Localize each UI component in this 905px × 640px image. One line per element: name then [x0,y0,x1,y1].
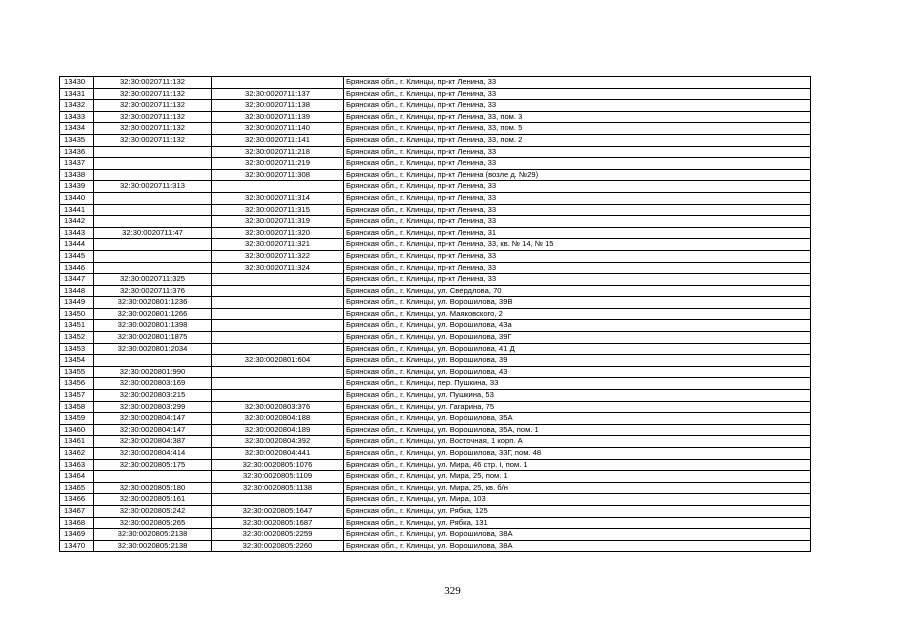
address-cell: Брянская обл., г. Клинцы, ул. Ворошилова, 43а [344,320,811,332]
row-number-cell: 13448 [60,285,94,297]
object-cadastral-number-cell: 32:30:0020711:219 [212,158,344,170]
object-cadastral-number-cell: 32:30:0020805:2259 [212,529,344,541]
address-cell: Брянская обл., г. Клинцы, ул. Ворошилова, 38А [344,529,811,541]
object-cadastral-number-cell: 32:30:0020711:321 [212,239,344,251]
object-cadastral-number-cell [212,378,344,390]
address-cell: Брянская обл., г. Клинцы, ул. Восточная, 1 корп. А [344,436,811,448]
object-cadastral-number-cell: 32:30:0020805:1687 [212,517,344,529]
object-cadastral-number-cell: 32:30:0020711:319 [212,216,344,228]
table-row [60,181,811,193]
address-cell: Брянская обл., г. Клинцы, пр-кт Ленина, 33, кв. № 14, № 15 [344,239,811,251]
object-cadastral-number-cell: 32:30:0020805:1109 [212,471,344,483]
table-row [60,77,811,89]
row-number-cell: 13437 [60,158,94,170]
cadastral-number-cell: 32:30:0020804:147 [94,413,212,425]
table-row [60,424,811,436]
cadastral-number-cell [94,158,212,170]
row-number-cell: 13440 [60,192,94,204]
object-cadastral-number-cell [212,77,344,89]
address-cell: Брянская обл., г. Клинцы, пр-кт Ленина, 33 [344,192,811,204]
cadastral-number-cell: 32:30:0020805:242 [94,505,212,517]
table-row [60,343,811,355]
cadastral-number-cell: 32:30:0020803:299 [94,401,212,413]
address-cell: Брянская обл., г. Клинцы, пер. Пушкина, 33 [344,378,811,390]
table-row [60,169,811,181]
row-number-cell: 13469 [60,529,94,541]
table-row [60,459,811,471]
row-number-cell: 13456 [60,378,94,390]
table-row [60,505,811,517]
object-cadastral-number-cell: 32:30:0020804:392 [212,436,344,448]
address-cell: Брянская обл., г. Клинцы, ул. Мира, 103 [344,494,811,506]
table-row [60,332,811,344]
address-cell: Брянская обл., г. Клинцы, пр-кт Ленина, 33 [344,216,811,228]
cadastral-number-cell: 32:30:0020804:147 [94,424,212,436]
table-row [60,297,811,309]
object-cadastral-number-cell [212,297,344,309]
registry-table-body [60,77,811,552]
table-row [60,320,811,332]
table-row [60,378,811,390]
table-row [60,158,811,170]
address-cell: Брянская обл., г. Клинцы, ул. Ворошилова, 35А [344,413,811,425]
table-row [60,216,811,228]
address-cell: Брянская обл., г. Клинцы, ул. Ворошилова, 38А [344,540,811,552]
row-number-cell: 13434 [60,123,94,135]
object-cadastral-number-cell: 32:30:0020805:1138 [212,482,344,494]
row-number-cell: 13430 [60,77,94,89]
row-number-cell: 13450 [60,308,94,320]
address-cell: Брянская обл., г. Клинцы, пр-кт Ленина, 33 [344,274,811,286]
cadastral-number-cell: 32:30:0020711:132 [94,111,212,123]
cadastral-number-cell [94,262,212,274]
object-cadastral-number-cell [212,285,344,297]
object-cadastral-number-cell: 32:30:0020711:315 [212,204,344,216]
cadastral-number-cell: 32:30:0020711:325 [94,274,212,286]
address-cell: Брянская обл., г. Клинцы, ул. Мира, 46 стр. I, пом. 1 [344,459,811,471]
cadastral-number-cell [94,250,212,262]
object-cadastral-number-cell: 32:30:0020804:189 [212,424,344,436]
table-row [60,436,811,448]
table-row [60,227,811,239]
object-cadastral-number-cell: 32:30:0020711:140 [212,123,344,135]
cadastral-number-cell: 32:30:0020801:990 [94,366,212,378]
row-number-cell: 13443 [60,227,94,239]
cadastral-number-cell [94,355,212,367]
row-number-cell: 13470 [60,540,94,552]
address-cell: Брянская обл., г. Клинцы, пр-кт Ленина, 33 [344,88,811,100]
address-cell: Брянская обл., г. Клинцы, ул. Пушкина, 53 [344,390,811,402]
row-number-cell: 13436 [60,146,94,158]
address-cell: Брянская обл., г. Клинцы, ул. Ворошилова, 33Г, пом. 48 [344,448,811,460]
row-number-cell: 13433 [60,111,94,123]
object-cadastral-number-cell: 32:30:0020711:324 [212,262,344,274]
table-row [60,111,811,123]
table-row [60,192,811,204]
object-cadastral-number-cell: 32:30:0020805:2260 [212,540,344,552]
object-cadastral-number-cell [212,390,344,402]
object-cadastral-number-cell: 32:30:0020711:314 [212,192,344,204]
page-number: 329 [444,585,461,597]
cadastral-number-cell: 32:30:0020801:1875 [94,332,212,344]
address-cell: Брянская обл., г. Клинцы, ул. Мира, 25, кв. б/н [344,482,811,494]
address-cell: Брянская обл., г. Клинцы, ул. Ворошилова, 43 [344,366,811,378]
object-cadastral-number-cell [212,494,344,506]
table-row [60,517,811,529]
object-cadastral-number-cell: 32:30:0020711:320 [212,227,344,239]
row-number-cell: 13432 [60,100,94,112]
cadastral-number-cell: 32:30:0020711:47 [94,227,212,239]
cadastral-number-cell: 32:30:0020711:132 [94,77,212,89]
object-cadastral-number-cell: 32:30:0020805:1076 [212,459,344,471]
table-row [60,308,811,320]
address-cell: Брянская обл., г. Клинцы, пр-кт Ленина, 33 [344,100,811,112]
cadastral-number-cell [94,192,212,204]
object-cadastral-number-cell: 32:30:0020804:188 [212,413,344,425]
object-cadastral-number-cell: 32:30:0020711:139 [212,111,344,123]
object-cadastral-number-cell [212,320,344,332]
cadastral-number-cell: 32:30:0020805:2138 [94,540,212,552]
address-cell: Брянская обл., г. Клинцы, пр-кт Ленина, 33, пом. 3 [344,111,811,123]
cadastral-number-cell [94,146,212,158]
address-cell: Брянская обл., г. Клинцы, ул. Мира, 25, пом. 1 [344,471,811,483]
object-cadastral-number-cell: 32:30:0020711:322 [212,250,344,262]
table-row [60,482,811,494]
row-number-cell: 13466 [60,494,94,506]
table-row [60,250,811,262]
address-cell: Брянская обл., г. Клинцы, ул. Гагарина, 75 [344,401,811,413]
table-row [60,355,811,367]
object-cadastral-number-cell: 32:30:0020711:308 [212,169,344,181]
cadastral-number-cell: 32:30:0020711:132 [94,100,212,112]
address-cell: Брянская обл., г. Клинцы, пр-кт Ленина, 33 [344,158,811,170]
row-number-cell: 13458 [60,401,94,413]
row-number-cell: 13454 [60,355,94,367]
row-number-cell: 13444 [60,239,94,251]
address-cell: Брянская обл., г. Клинцы, пр-кт Ленина, 31 [344,227,811,239]
table-row [60,390,811,402]
row-number-cell: 13452 [60,332,94,344]
address-cell: Брянская обл., г. Клинцы, ул. Рябка, 131 [344,517,811,529]
row-number-cell: 13455 [60,366,94,378]
cadastral-number-cell: 32:30:0020804:387 [94,436,212,448]
table-row [60,540,811,552]
cadastral-number-cell: 32:30:0020803:169 [94,378,212,390]
cadastral-number-cell: 32:30:0020805:265 [94,517,212,529]
object-cadastral-number-cell: 32:30:0020804:441 [212,448,344,460]
address-cell: Брянская обл., г. Клинцы, ул. Ворошилова, 39Г [344,332,811,344]
cadastral-number-cell: 32:30:0020711:376 [94,285,212,297]
row-number-cell: 13453 [60,343,94,355]
address-cell: Брянская обл., г. Клинцы, пр-кт Ленина, 33 [344,77,811,89]
object-cadastral-number-cell [212,332,344,344]
table-row [60,146,811,158]
address-cell: Брянская обл., г. Клинцы, ул. Ворошилова, 39 [344,355,811,367]
row-number-cell: 13468 [60,517,94,529]
cadastral-number-cell: 32:30:0020805:2138 [94,529,212,541]
cadastral-number-cell: 32:30:0020801:2034 [94,343,212,355]
table-row [60,494,811,506]
object-cadastral-number-cell: 32:30:0020801:604 [212,355,344,367]
object-cadastral-number-cell [212,366,344,378]
cadastral-number-cell: 32:30:0020805:180 [94,482,212,494]
address-cell: Брянская обл., г. Клинцы, ул. Ворошилова, 39В [344,297,811,309]
cadastral-number-cell: 32:30:0020801:1398 [94,320,212,332]
row-number-cell: 13462 [60,448,94,460]
object-cadastral-number-cell: 32:30:0020711:138 [212,100,344,112]
address-cell: Брянская обл., г. Клинцы, пр-кт Ленина, 33, пом. 2 [344,134,811,146]
row-number-cell: 13465 [60,482,94,494]
table-row [60,88,811,100]
row-number-cell: 13451 [60,320,94,332]
table-row [60,285,811,297]
object-cadastral-number-cell: 32:30:0020711:141 [212,134,344,146]
table-row [60,401,811,413]
address-cell: Брянская обл., г. Клинцы, пр-кт Ленина, 33, пом. 5 [344,123,811,135]
row-number-cell: 13431 [60,88,94,100]
table-row [60,366,811,378]
row-number-cell: 13446 [60,262,94,274]
table-row [60,529,811,541]
cadastral-number-cell: 32:30:0020805:175 [94,459,212,471]
address-cell: Брянская обл., г. Клинцы, ул. Ворошилова, 35А, пом. 1 [344,424,811,436]
object-cadastral-number-cell [212,308,344,320]
table-row [60,134,811,146]
cadastral-number-cell [94,204,212,216]
row-number-cell: 13464 [60,471,94,483]
cadastral-number-cell [94,471,212,483]
table-row [60,123,811,135]
cadastral-number-cell: 32:30:0020801:1236 [94,297,212,309]
cadastral-number-cell: 32:30:0020805:161 [94,494,212,506]
row-number-cell: 13438 [60,169,94,181]
cadastral-number-cell: 32:30:0020804:414 [94,448,212,460]
row-number-cell: 13461 [60,436,94,448]
row-number-cell: 13442 [60,216,94,228]
cadastral-number-cell: 32:30:0020711:313 [94,181,212,193]
table-row [60,100,811,112]
cadastral-number-cell [94,169,212,181]
object-cadastral-number-cell: 32:30:0020711:137 [212,88,344,100]
table-row [60,239,811,251]
address-cell: Брянская обл., г. Клинцы, ул. Рябка, 125 [344,505,811,517]
table-row [60,448,811,460]
table-row [60,262,811,274]
row-number-cell: 13449 [60,297,94,309]
row-number-cell: 13439 [60,181,94,193]
row-number-cell: 13459 [60,413,94,425]
object-cadastral-number-cell: 32:30:0020803:376 [212,401,344,413]
address-cell: Брянская обл., г. Клинцы, пр-кт Ленина (возле д. №29) [344,169,811,181]
object-cadastral-number-cell [212,274,344,286]
table-row [60,471,811,483]
table-row [60,413,811,425]
table-row [60,274,811,286]
cadastral-number-cell: 32:30:0020711:132 [94,134,212,146]
cadastral-number-cell: 32:30:0020801:1266 [94,308,212,320]
row-number-cell: 13463 [60,459,94,471]
cadastral-number-cell [94,216,212,228]
cadastral-number-cell [94,239,212,251]
registry-table [59,76,811,552]
row-number-cell: 13445 [60,250,94,262]
address-cell: Брянская обл., г. Клинцы, пр-кт Ленина, 33 [344,204,811,216]
cadastral-number-cell: 32:30:0020711:132 [94,123,212,135]
object-cadastral-number-cell [212,343,344,355]
row-number-cell: 13441 [60,204,94,216]
row-number-cell: 13457 [60,390,94,402]
row-number-cell: 13460 [60,424,94,436]
cadastral-number-cell: 32:30:0020711:132 [94,88,212,100]
address-cell: Брянская обл., г. Клинцы, пр-кт Ленина, 33 [344,181,811,193]
address-cell: Брянская обл., г. Клинцы, пр-кт Ленина, 33 [344,262,811,274]
address-cell: Брянская обл., г. Клинцы, ул. Ворошилова, 41 Д [344,343,811,355]
row-number-cell: 13467 [60,505,94,517]
object-cadastral-number-cell: 32:30:0020711:218 [212,146,344,158]
address-cell: Брянская обл., г. Клинцы, ул. Свердлова, 70 [344,285,811,297]
row-number-cell: 13447 [60,274,94,286]
address-cell: Брянская обл., г. Клинцы, пр-кт Ленина, 33 [344,146,811,158]
table-row [60,204,811,216]
cadastral-number-cell: 32:30:0020803:215 [94,390,212,402]
object-cadastral-number-cell [212,181,344,193]
address-cell: Брянская обл., г. Клинцы, пр-кт Ленина, 33 [344,250,811,262]
object-cadastral-number-cell: 32:30:0020805:1647 [212,505,344,517]
address-cell: Брянская обл., г. Клинцы, ул. Маяковского, 2 [344,308,811,320]
row-number-cell: 13435 [60,134,94,146]
